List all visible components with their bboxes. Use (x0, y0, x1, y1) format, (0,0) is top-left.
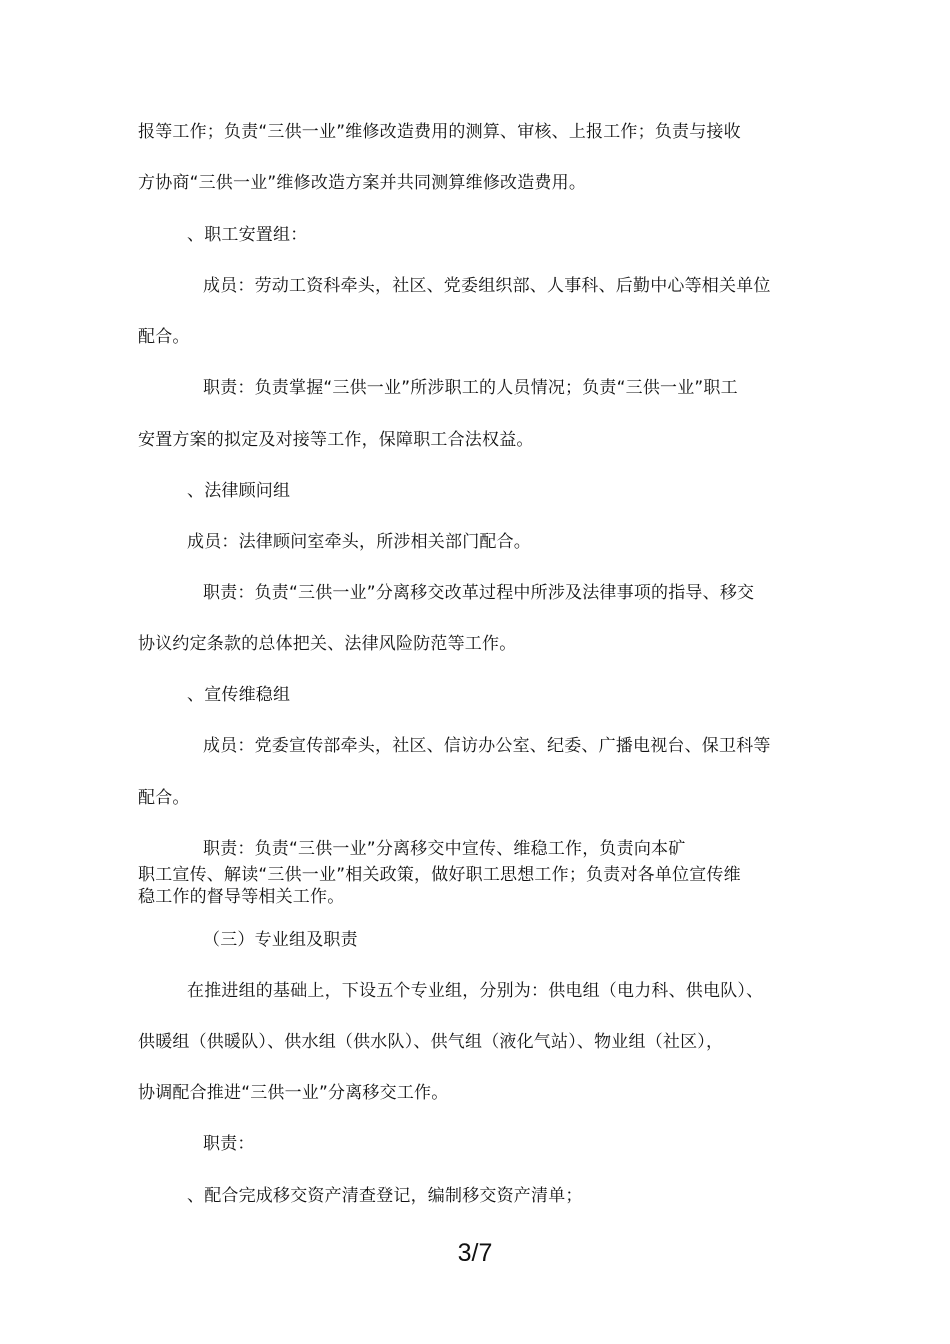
text-line: 方协商“三供一业”维修改造方案并共同测算维修改造费用。 (138, 173, 587, 193)
text-line: 报等工作；负责“三供一业”维修改造费用的测算、审核、上报工作；负责与接收 (138, 122, 741, 142)
text-line: 配合。 (138, 327, 190, 347)
text-line: 、配合完成移交资产清查登记，编制移交资产清单； (187, 1186, 583, 1206)
text-line: 配合。 (138, 788, 190, 808)
text-line: 成员：法律顾问室牵头，所涉相关部门配合。 (187, 532, 531, 552)
section-heading: 、法律顾问组 (187, 481, 291, 501)
section-heading: 、职工安置组： (187, 225, 308, 245)
text-line: 职责：负责“三供一业”分离移交改革过程中所涉及法律事项的指导、移交 (203, 583, 755, 603)
text-line: 协调配合推进“三供一业”分离移交工作。 (138, 1083, 449, 1103)
text-line: 职责：负责“三供一业”分离移交中宣传、维稳工作，负责向本矿 (203, 839, 686, 859)
text-line: 职责：负责掌握“三供一业”所涉职工的人员情况；负责“三供一业”职工 (203, 378, 738, 398)
text-line: 职工宣传、解读“三供一业”相关政策，做好职工思想工作；负责对各单位宣传维 (138, 865, 741, 885)
page-number: 3/7 (457, 1239, 493, 1267)
text-line: 协议约定条款的总体把关、法律风险防范等工作。 (138, 634, 517, 654)
text-line: 稳工作的督导等相关工作。 (138, 887, 345, 907)
text-line: 在推进组的基础上，下设五个专业组，分别为：供电组（电力科、供电队）、 (187, 981, 764, 1001)
section-heading: 、宣传维稳组 (187, 685, 291, 705)
text-line: 成员：劳动工资科牵头，社区、党委组织部、人事科、后勤中心等相关单位 (203, 276, 771, 296)
text-line: 职责： (203, 1134, 255, 1154)
text-line: 安置方案的拟定及对接等工作，保障职工合法权益。 (138, 430, 534, 450)
section-heading: （三）专业组及职责 (203, 930, 358, 950)
text-line: 供暖组（供暖队）、供水组（供水队）、供气组（液化气站）、物业组（社区）， (138, 1032, 724, 1052)
text-line: 成员：党委宣传部牵头，社区、信访办公室、纪委、广播电视台、保卫科等 (203, 736, 771, 756)
